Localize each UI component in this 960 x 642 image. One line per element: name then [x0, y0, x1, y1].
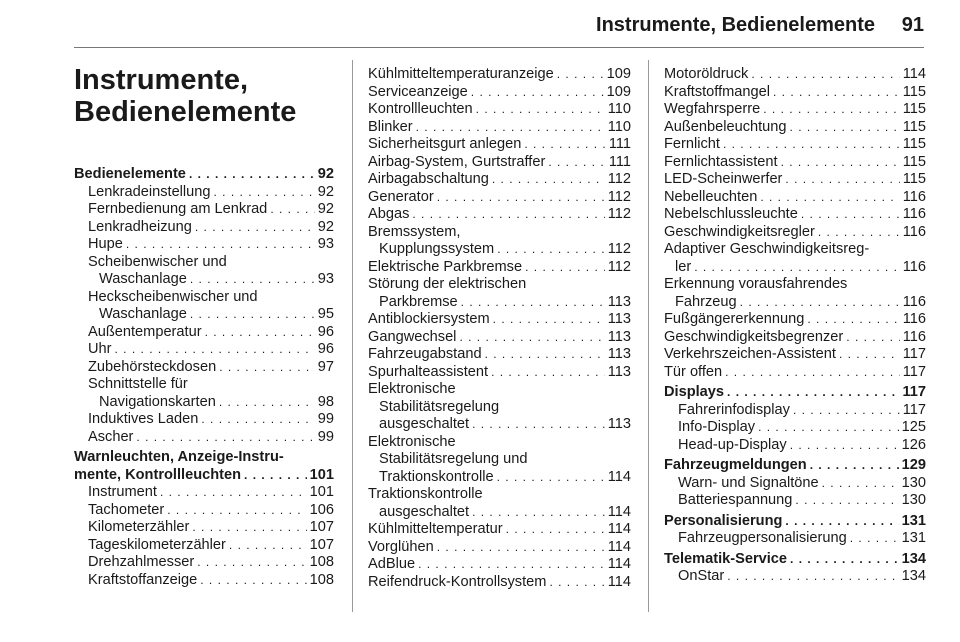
section-title: Warnleuchten, Anzeige-Instru- — [74, 449, 284, 465]
entry-text: Fahrzeugabstand — [368, 346, 482, 362]
entry-page: 116 — [902, 188, 926, 205]
entry-text: Drehzahlmesser — [88, 554, 195, 570]
entry-text: AdBlue — [368, 556, 416, 572]
entry-page: 111 — [608, 153, 631, 170]
entry-page: 110 — [607, 101, 631, 117]
entry-text: Elektrische Parkbremse — [368, 258, 523, 275]
entry-page: 116 — [902, 311, 926, 327]
entry-page: 109 — [606, 66, 631, 82]
entry-text: Schnittstelle für — [88, 376, 188, 392]
entry-page: 117 — [902, 346, 926, 362]
entry-text: Scheibenwischer und — [88, 253, 227, 270]
toc-entry[interactable] — [74, 519, 334, 537]
entry-text: Antiblockiersystem — [368, 311, 490, 327]
entry-text: Airbag-System, Gurtstraffer — [368, 153, 546, 170]
toc-entry[interactable] — [664, 437, 926, 455]
entry-page: 108 — [309, 571, 334, 588]
toc-entry[interactable] — [74, 502, 334, 520]
section-page: 101 — [309, 466, 334, 483]
entry-text: Kraftstoffmangel — [664, 83, 770, 100]
entry-text: Wegfahrsperre — [664, 101, 761, 117]
entry-text: Airbagabschaltung — [368, 171, 489, 187]
entry-text: Motoröldruck — [664, 66, 749, 82]
entry-text: Kühlmitteltemperaturanzeige — [368, 66, 554, 82]
toc-entry[interactable] — [368, 556, 631, 574]
entry-page: 115 — [902, 171, 926, 187]
chapter-title-line: Bedienelemente — [74, 96, 297, 128]
entry-text: Zubehörsteckdosen — [88, 358, 217, 375]
column-divider — [648, 60, 649, 612]
entry-page: 115 — [902, 83, 926, 100]
entry-text: Fahrzeugpersonalisierung — [678, 530, 847, 546]
toc-entry[interactable] — [74, 572, 334, 590]
entry-page: 97 — [317, 358, 334, 375]
toc-entry[interactable] — [368, 539, 631, 557]
toc-entry[interactable] — [664, 276, 926, 311]
toc-entry[interactable] — [664, 206, 926, 224]
entry-text: Fernlichtassistent — [664, 153, 778, 170]
page-number: 91 — [901, 14, 924, 36]
entry-text: Info-Display — [678, 419, 756, 435]
entry-text: Tür offen — [664, 363, 723, 380]
toc-entry[interactable] — [74, 376, 334, 411]
entry-page: 113 — [607, 328, 631, 345]
entry-page: 130 — [901, 474, 926, 491]
toc-entry[interactable] — [664, 311, 926, 329]
entry-text: Fernlicht — [664, 136, 720, 152]
entry-text: Nebelschlussleuchte — [664, 206, 798, 222]
entry-text: Erkennung vorausfahrendes — [664, 276, 848, 292]
entry-text: Verkehrszeichen-Assistent — [664, 346, 836, 362]
toc-entry[interactable] — [74, 219, 334, 237]
toc-entry[interactable] — [368, 119, 631, 137]
toc-entry[interactable] — [368, 521, 631, 539]
section-title: Displays — [664, 384, 725, 400]
toc-entry[interactable] — [74, 324, 334, 342]
section-page: 117 — [902, 384, 926, 400]
toc-entry[interactable] — [664, 329, 926, 347]
entry-text: Reifendruck-Kontrollsystem — [368, 573, 547, 590]
toc-entry[interactable] — [74, 254, 334, 289]
entry-page: 112 — [607, 188, 631, 205]
toc-entry[interactable] — [664, 364, 926, 382]
toc-entry[interactable] — [368, 574, 631, 592]
entry-text: Hupe — [88, 236, 123, 252]
toc-entry[interactable] — [368, 329, 631, 347]
toc-entry[interactable] — [664, 66, 926, 84]
entry-page: 131 — [901, 530, 926, 546]
entry-page: 116 — [902, 293, 926, 310]
entry-text: Elektronische — [368, 433, 456, 450]
entry-page: 92 — [317, 201, 334, 217]
toc-entry[interactable] — [368, 136, 631, 154]
toc-column-3 — [664, 66, 926, 586]
entry-text: Batteriespannung — [678, 492, 793, 508]
entry-text: Geschwindigkeitsregler — [664, 223, 815, 240]
entry-text: Kupplungssystem — [379, 241, 495, 257]
entry-text: Waschanlage — [99, 271, 187, 287]
entry-text: Serviceanzeige — [368, 83, 468, 100]
entry-text: Traktionskontrolle — [368, 486, 483, 502]
entry-page: 116 — [902, 206, 926, 222]
entry-text: Störung der elektrischen — [368, 276, 527, 292]
entry-text: Stabilitätsregelung — [379, 398, 500, 415]
entry-text: Traktionskontrolle — [379, 468, 494, 485]
entry-text: Bremssystem, — [368, 223, 461, 240]
entry-text: Lenkradeinstellung — [88, 183, 211, 200]
toc-entry[interactable] — [368, 486, 631, 521]
entry-text: Navigationskarten — [99, 393, 216, 410]
toc-entry[interactable] — [74, 359, 334, 377]
entry-text: Kühlmitteltemperatur — [368, 521, 503, 537]
entry-text: Fahrerinfodisplay — [678, 401, 790, 418]
entry-text: Stabilitätsregelung und — [379, 451, 528, 467]
entry-text: Heckscheibenwischer und — [88, 288, 258, 305]
entry-text: Geschwindigkeitsbegrenzer — [664, 328, 844, 345]
toc-entry[interactable] — [664, 171, 926, 189]
toc-entry[interactable] — [368, 206, 631, 224]
toc-entry[interactable] — [368, 434, 631, 487]
entry-page: 114 — [607, 521, 631, 537]
entry-page: 92 — [317, 218, 334, 235]
entry-page: 112 — [607, 171, 631, 187]
section-title: Fahrzeugmeldungen — [664, 457, 807, 473]
entry-page: 116 — [902, 223, 926, 240]
entry-page: 113 — [607, 363, 631, 380]
entry-text: Abgas — [368, 206, 410, 222]
entry-page: 115 — [902, 118, 926, 135]
toc-entry[interactable] — [368, 66, 631, 84]
entry-text: ausgeschaltet — [379, 503, 470, 520]
toc-entry[interactable] — [74, 201, 334, 219]
entry-text: Fernbedienung am Lenkrad — [88, 201, 268, 217]
entry-page: 114 — [607, 538, 631, 555]
entry-text: Kraftstoffanzeige — [88, 571, 198, 588]
toc-entry[interactable] — [664, 136, 926, 154]
entry-text: Tachometer — [88, 501, 165, 518]
entry-page: 99 — [317, 428, 334, 445]
header-divider — [74, 47, 924, 48]
entry-text: Spurhalteassistent — [368, 363, 489, 380]
entry-page: 115 — [902, 101, 926, 117]
toc-entry[interactable] — [664, 530, 926, 548]
entry-page: 109 — [606, 83, 631, 100]
toc-entry[interactable] — [74, 411, 334, 429]
toc-entry[interactable] — [664, 119, 926, 137]
entry-text: Ascher — [88, 428, 134, 445]
toc-section[interactable] — [664, 551, 926, 569]
entry-page: 107 — [309, 519, 334, 535]
toc-section[interactable] — [664, 513, 926, 531]
entry-page: 113 — [607, 416, 631, 432]
section-page: 134 — [901, 550, 926, 567]
entry-page: 116 — [902, 328, 926, 345]
entry-page: 110 — [607, 118, 631, 135]
toc-entry[interactable] — [74, 554, 334, 572]
toc-entry[interactable] — [664, 419, 926, 437]
toc-entry[interactable] — [664, 101, 926, 119]
toc-entry[interactable] — [74, 429, 334, 447]
toc-entry[interactable] — [368, 311, 631, 329]
entry-page: 113 — [607, 293, 631, 310]
header-title: Instrumente, Bedienelemente — [596, 14, 875, 36]
toc-section[interactable] — [664, 457, 926, 475]
section-title: Personalisierung — [664, 512, 783, 529]
section-title: Telematik-Service — [664, 550, 788, 567]
toc-entry[interactable] — [368, 381, 631, 434]
entry-text: Vorglühen — [368, 538, 434, 555]
toc-entry[interactable] — [368, 364, 631, 382]
entry-text: Tageskilometerzähler — [88, 536, 226, 553]
toc-entry[interactable] — [74, 484, 334, 502]
entry-page: 134 — [901, 568, 926, 584]
entry-page: 112 — [607, 206, 631, 222]
toc-column-1 — [74, 66, 334, 589]
entry-page: 96 — [317, 341, 334, 357]
entry-page: 106 — [309, 501, 334, 518]
entry-page: 98 — [317, 393, 334, 410]
entry-text: Außenbeleuchtung — [664, 118, 787, 135]
toc-entry[interactable] — [664, 402, 926, 420]
entry-page: 114 — [607, 468, 631, 485]
entry-text: Sicherheitsgurt anlegen — [368, 136, 522, 152]
section-page: 131 — [901, 512, 926, 529]
section-page: 129 — [901, 457, 926, 473]
entry-page: 93 — [317, 236, 334, 252]
entry-page: 113 — [607, 311, 631, 327]
toc-entry[interactable] — [664, 84, 926, 102]
chapter-title — [74, 64, 334, 128]
entry-page: 113 — [607, 346, 631, 362]
toc-entry[interactable] — [368, 276, 631, 311]
entry-page: 112 — [607, 258, 631, 275]
toc-entry[interactable] — [368, 346, 631, 364]
toc-entry[interactable] — [368, 189, 631, 207]
toc-entry[interactable] — [664, 154, 926, 172]
entry-text: ler — [675, 258, 692, 275]
entry-text: Fußgängererkennung — [664, 311, 805, 327]
entry-page: 126 — [901, 436, 926, 453]
toc-entry[interactable] — [368, 224, 631, 259]
entry-page: 114 — [607, 573, 631, 590]
section-page: 92 — [317, 166, 334, 182]
entry-text: Kilometerzähler — [88, 519, 190, 535]
entry-text: Lenkradheizung — [88, 218, 192, 235]
toc-entry[interactable] — [368, 171, 631, 189]
entry-page: 112 — [607, 241, 631, 257]
toc-entry[interactable] — [368, 101, 631, 119]
entry-text: Kontrollleuchten — [368, 101, 473, 117]
entry-page: 115 — [902, 136, 926, 152]
entry-text: Induktives Laden — [88, 411, 199, 427]
toc-section[interactable] — [74, 449, 334, 484]
toc-entry[interactable] — [74, 289, 334, 324]
toc-entry[interactable] — [74, 236, 334, 254]
entry-text: Blinker — [368, 118, 413, 135]
toc-entry[interactable] — [664, 346, 926, 364]
entry-page: 95 — [317, 306, 334, 322]
entry-text: Adaptiver Geschwindigkeitsreg- — [664, 241, 870, 257]
toc-entry[interactable] — [664, 241, 926, 276]
entry-page: 108 — [309, 554, 334, 570]
entry-text: LED-Scheinwerfer — [664, 171, 783, 187]
toc-entry[interactable] — [74, 537, 334, 555]
toc-entry[interactable] — [74, 341, 334, 359]
entry-page: 93 — [317, 271, 334, 287]
entry-text: Generator — [368, 188, 434, 205]
entry-text: Außentemperatur — [88, 323, 202, 340]
column-divider — [352, 60, 353, 612]
toc-entry[interactable] — [664, 568, 926, 586]
entry-text: ausgeschaltet — [379, 416, 470, 432]
toc-section[interactable] — [664, 384, 926, 402]
entry-text: OnStar — [678, 568, 725, 584]
entry-text: Nebelleuchten — [664, 188, 758, 205]
toc-column-2 — [368, 66, 631, 591]
entry-page: 114 — [607, 556, 631, 572]
entry-text: Waschanlage — [99, 306, 187, 322]
section-title: mente, Kontrollleuchten — [74, 466, 242, 483]
entry-page: 114 — [902, 66, 926, 82]
entry-page: 130 — [901, 492, 926, 508]
section-title: Bedienelemente — [74, 166, 186, 182]
entry-page: 92 — [317, 183, 334, 200]
toc-entry[interactable] — [664, 189, 926, 207]
entry-page: 125 — [901, 419, 926, 435]
entry-text: Fahrzeug — [675, 293, 737, 310]
toc-entry[interactable] — [664, 224, 926, 242]
entry-page: 116 — [902, 258, 926, 275]
entry-text: Parkbremse — [379, 293, 458, 310]
entry-page: 107 — [309, 536, 334, 553]
entry-text: Gangwechsel — [368, 328, 457, 345]
toc-entry[interactable] — [368, 154, 631, 172]
entry-page: 117 — [902, 363, 926, 380]
entry-text: Warn- und Signaltöne — [678, 474, 819, 491]
toc-entry[interactable] — [74, 184, 334, 202]
entry-page: 117 — [902, 401, 926, 418]
chapter-title-line: Instrumente, — [74, 64, 249, 96]
toc-entry[interactable] — [368, 84, 631, 102]
entry-text: Head-up-Display — [678, 436, 787, 453]
entry-page: 114 — [607, 503, 631, 520]
entry-page: 101 — [309, 484, 334, 500]
entry-page: 99 — [317, 411, 334, 427]
toc-entry[interactable] — [664, 475, 926, 493]
toc-section[interactable] — [74, 166, 334, 184]
entry-page: 115 — [902, 153, 926, 170]
entry-page: 96 — [317, 323, 334, 340]
entry-text: Uhr — [88, 341, 112, 357]
toc-entry[interactable] — [368, 259, 631, 277]
entry-text: Instrument — [88, 484, 157, 500]
toc-entry[interactable] — [664, 492, 926, 510]
entry-page: 111 — [608, 136, 631, 152]
entry-text: Elektronische — [368, 381, 456, 397]
